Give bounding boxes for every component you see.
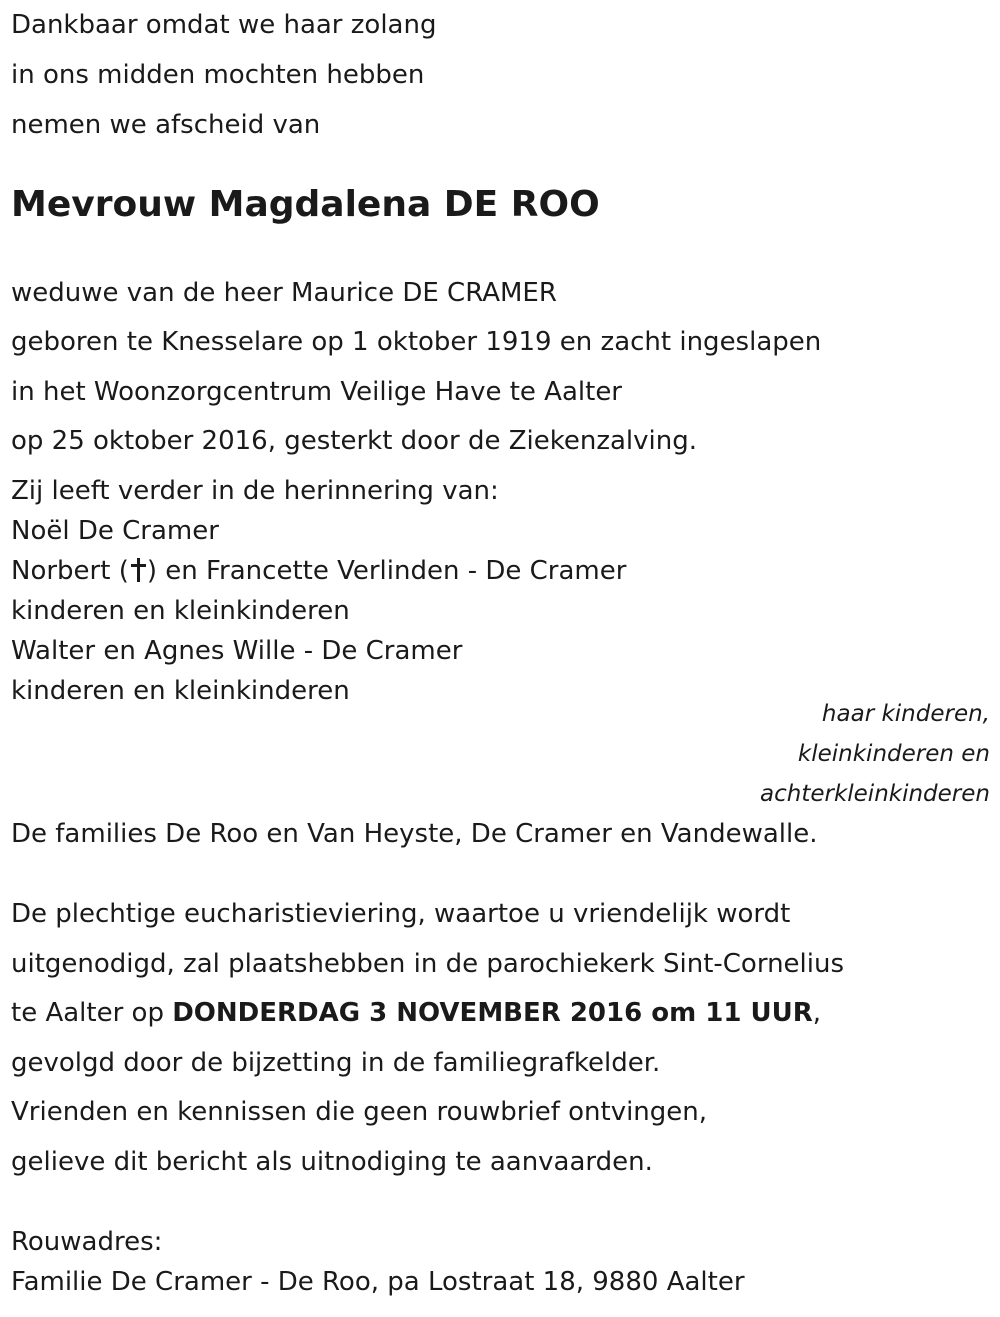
family-line-4: Walter en Agnes Wille - De Cramer — [11, 636, 463, 666]
service-line-1: De plechtige eucharistieviering, waartoe u vriendelijk wordt — [11, 899, 791, 929]
intro-line-1: Dankbaar omdat we haar zolang — [11, 10, 437, 40]
families-line: De families De Roo en Van Heyste, De Cramer en Vandewalle. — [11, 819, 818, 849]
address-value: Familie De Cramer - De Roo, pa Lostraat 18, 9880 Aalter — [11, 1267, 745, 1297]
norbert-post: ) en Francette Verlinden - De Cramer — [146, 556, 627, 586]
bio-line-2: geboren te Knesselare op 1 oktober 1919 en zacht ingeslapen — [11, 327, 822, 357]
service-line-5: Vrienden en kennissen die geen rouwbrief ontvingen, — [11, 1097, 708, 1127]
right-block-line-1: haar kinderen, — [821, 701, 990, 727]
family-line-3: kinderen en kleinkinderen — [11, 596, 350, 626]
intro-line-3: nemen we afscheid van — [11, 110, 321, 140]
service-line-4: gevolgd door de bijzetting in de familiegrafkelder. — [11, 1048, 661, 1078]
norbert-pre: Norbert ( — [11, 556, 129, 586]
bio-line-3: in het Woonzorgcentrum Veilige Have te Aalter — [11, 377, 622, 407]
family-line-2 — [11, 555, 626, 587]
bio-line-1: weduwe van de heer Maurice DE CRAMER — [11, 278, 557, 308]
family-line-5: kinderen en kleinkinderen — [11, 676, 350, 706]
service-line-3-post: , — [812, 998, 822, 1028]
right-block-line-2: kleinkinderen en — [797, 741, 990, 767]
service-line-3 — [11, 997, 821, 1029]
deceased-name: Mevrouw Magdalena DE ROO — [11, 184, 600, 225]
bio-line-4: op 25 oktober 2016, gesterkt door de Ziekenzalving. — [11, 426, 698, 456]
family-heading: Zij leeft verder in de herinnering van: — [11, 476, 499, 506]
service-date: DONDERDAG 3 NOVEMBER 2016 om 11 UUR — [172, 998, 813, 1028]
address-label: Rouwadres: — [11, 1227, 163, 1257]
right-block-line-3: achterkleinkinderen — [760, 781, 990, 807]
service-line-6: gelieve dit bericht als uitnodiging te aanvaarden. — [11, 1147, 653, 1177]
cross-icon — [131, 558, 145, 582]
service-line-3-pre: te Aalter op — [11, 998, 173, 1028]
service-line-2: uitgenodigd, zal plaatshebben in de parochiekerk Sint-Cornelius — [11, 949, 845, 979]
family-line-1: Noël De Cramer — [11, 516, 219, 546]
intro-line-2: in ons midden mochten hebben — [11, 60, 425, 90]
